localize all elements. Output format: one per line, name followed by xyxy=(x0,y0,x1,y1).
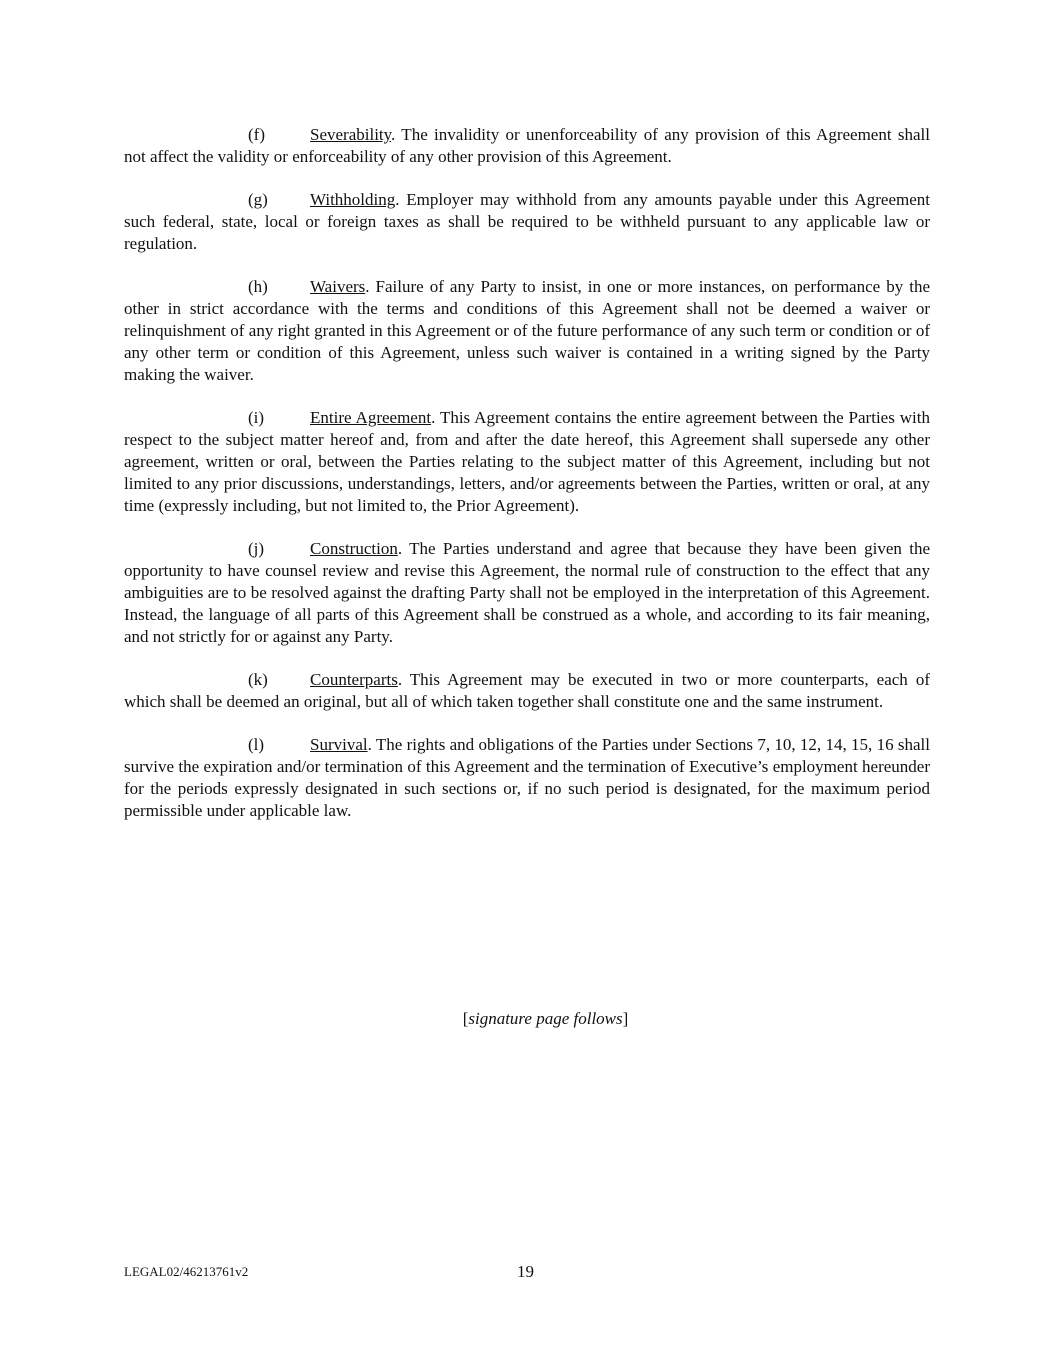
section-label: (l) xyxy=(248,735,265,754)
bracket-close: ] xyxy=(622,1009,629,1028)
section-text: . This Agreement contains the entire agreement between the Parties with respect to the subject matter hereof and, from and after the date hereof, this Agreement shall supersede any other agreement, written or oral, between the Parties relating to the subject matter of this Agreement, including but not limited to any prior discussions, understandings, letters, and/or agreements between the Parties, written or oral, at any time (expressly including, but not limited to, the Prior Agreement). xyxy=(124,408,930,515)
section-label: (g) xyxy=(248,190,268,209)
section-i-entire-agreement xyxy=(124,407,930,517)
footer-document-id: LEGAL02/46213761v2 xyxy=(124,1264,249,1279)
section-l-survival xyxy=(124,734,930,822)
document-body xyxy=(124,124,930,843)
section-f-severability xyxy=(124,124,930,168)
section-label: (f) xyxy=(248,125,265,144)
section-heading: Entire Agreement xyxy=(310,408,432,427)
section-g-withholding xyxy=(124,189,930,255)
section-h-waivers xyxy=(124,276,930,386)
section-label: (h) xyxy=(248,277,268,296)
section-label: (i) xyxy=(248,408,265,427)
signature-page-note xyxy=(0,1008,1055,1030)
section-text: . This Agreement may be executed in two or more counterparts, each of which shall be deemed an original, but all of which taken together shall constitute one and the same instrument. xyxy=(124,670,930,711)
section-text: . The Parties understand and agree that because they have been given the opportunity to have counsel review and revise this Agreement, the normal rule of construction to the effect that any ambiguities are to be resolved against the drafting Party shall not be employed in the interpretation of this Agreement. Instead, the language of all parts of this Agreement shall be construed as a whole, and according to its fair meaning, and not strictly for or against any Party. xyxy=(124,539,930,646)
section-label: (k) xyxy=(248,670,268,689)
section-heading: Withholding xyxy=(310,190,396,209)
signature-note-text: signature page follows xyxy=(468,1009,623,1028)
section-label: (j) xyxy=(248,539,265,558)
section-heading: Severability xyxy=(310,125,392,144)
section-text: . Employer may withhold from any amounts payable under this Agreement such federal, state, local or foreign taxes as shall be required to be withheld pursuant to any applicable law or regulation. xyxy=(124,190,930,253)
section-heading: Counterparts xyxy=(310,670,398,689)
section-text: . The invalidity or unenforceability of any provision of this Agreement shall not affect the validity or enforceability of any other provision of this Agreement. xyxy=(124,125,930,166)
section-text: . Failure of any Party to insist, in one or more instances, on performance by the other in strict accordance with the terms and conditions of this Agreement shall not be deemed a waiver or relinquishment of any right granted in this Agreement or of the future performance of any such term or condition or of any other term or condition of this Agreement, unless such waiver is contained in a writing signed by the Party making the waiver. xyxy=(124,277,930,384)
section-heading: Survival xyxy=(310,735,368,754)
section-k-counterparts xyxy=(124,669,930,713)
section-heading: Waivers xyxy=(310,277,366,296)
section-j-construction xyxy=(124,538,930,648)
footer-page-number: 19 xyxy=(517,1262,534,1281)
section-heading: Construction xyxy=(310,539,398,558)
bracket-open: [ xyxy=(462,1009,469,1028)
section-text: . The rights and obligations of the Parties under Sections 7, 10, 12, 14, 15, 16 shall survive the expiration and/or termination of this Agreement and the termination of Executive’s employment hereunder for the periods expressly designated in such sections or, if no such period is designated, for the maximum period permissible under applicable law. xyxy=(124,735,930,820)
